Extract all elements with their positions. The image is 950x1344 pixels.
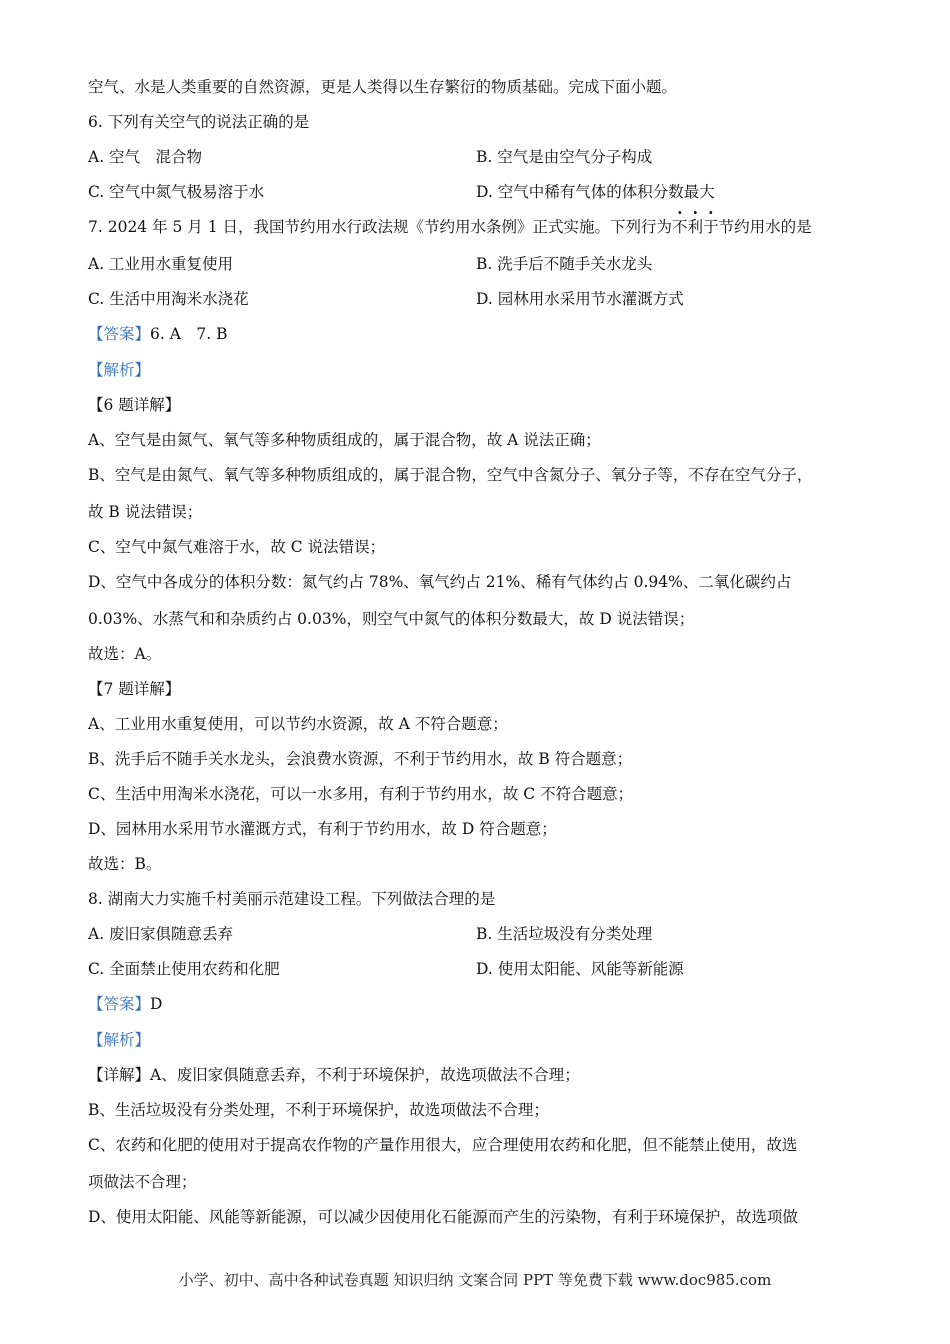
emphasis-char: 利	[687, 218, 704, 236]
question-6-stem: 6. 下列有关空气的说法正确的是	[88, 113, 310, 131]
detail-6-line: 故选：A。	[88, 645, 162, 663]
analysis-tag: 【解析】	[88, 361, 151, 379]
question-7-option-b: B. 洗手后不随手关水龙头	[476, 255, 653, 273]
answer-line-1	[88, 324, 228, 344]
question-7-option-d: D. 园林用水采用节水灌溉方式	[476, 290, 684, 308]
detail-6-line: C、空气中氮气难溶于水，故 C 说法错误；	[88, 538, 386, 556]
detail-6-line: 故 B 说法错误；	[88, 503, 203, 521]
page-footer: 小学、初中、高中各种试卷真题 知识归纳 文案合同 PPT 等免费下载 www.doc985.com	[178, 1271, 772, 1289]
detail-7-heading: 【7 题详解】	[88, 680, 181, 698]
detail-7-line: D、园林用水采用节水灌溉方式，有利于节约用水，故 D 符合题意；	[88, 820, 557, 838]
detail-7-line: C、生活中用淘米水浇花，可以一水多用，有利于节约用水，故 C 不符合题意；	[88, 785, 634, 803]
question-8-option-d: D. 使用太阳能、风能等新能源	[476, 960, 684, 978]
intro-text: 空气、水是人类重要的自然资源，更是人类得以生存繁衍的物质基础。完成下面小题。	[88, 78, 678, 96]
answer-tag: 【答案】	[88, 325, 151, 343]
detail-8-line: C、农药和化肥的使用对于提高农作物的产量作用很大，应合理使用农药和化肥，但不能禁止使用，故选	[88, 1136, 798, 1154]
answer-tag: 【答案】	[88, 995, 151, 1013]
question-8-option-b: B. 生活垃圾没有分类处理	[476, 925, 653, 943]
detail-8-line	[88, 1065, 580, 1085]
question-7-stem-post: 节约用水的是	[718, 218, 812, 236]
detail-8-line: 项做法不合理；	[88, 1173, 197, 1191]
question-7-option-c: C. 生活中用淘米水浇花	[88, 290, 249, 308]
detail-6-line: 0.03%、水蒸气和和杂质约占 0.03%，则空气中氮气的体积分数最大，故 D 说法错误；	[88, 610, 695, 628]
question-6-option-a: A. 空气 混合物	[88, 148, 203, 166]
detail-7-line: 故选：B。	[88, 855, 162, 873]
detail-6-heading: 【6 题详解】	[88, 396, 181, 414]
analysis-tag: 【解析】	[88, 1031, 151, 1049]
detail-8-line: B、生活垃圾没有分类处理，不利于环境保护，故选项做法不合理；	[88, 1101, 549, 1119]
question-8-option-c: C. 全面禁止使用农药和化肥	[88, 960, 280, 978]
question-6-option-b: B. 空气是由空气分子构成	[476, 148, 653, 166]
question-8-stem: 8. 湖南大力实施千村美丽示范建设工程。下列做法合理的是	[88, 890, 496, 908]
question-6-option-d: D. 空气中稀有气体的体积分数最大	[476, 183, 715, 201]
answer-text: D	[150, 995, 163, 1013]
detail-7-line: A、工业用水重复使用，可以节约水资源，故 A 不符合题意；	[88, 715, 508, 733]
question-7-stem-pre: 7. 2024 年 5 月 1 日，我国节约用水行政法规《节约用水条例》正式实施。下列行为	[88, 218, 673, 236]
detail-6-line: A、空气是由氮气、氧气等多种物质组成的，属于混合物，故 A 说法正确；	[88, 431, 601, 449]
answer-text: 6. A 7. B	[150, 325, 228, 343]
answer-line-2	[88, 994, 162, 1014]
emphasis-char: 于	[703, 218, 719, 236]
detail-7-line: B、洗手后不随手关水龙头，会浪费水资源，不利于节约用水，故 B 符合题意；	[88, 750, 633, 768]
detail-8-heading: 【详解】	[88, 1066, 151, 1084]
emphasis-char: 不	[672, 218, 688, 236]
detail-6-line: D、空气中各成分的体积分数：氮气约占 78%、氧气约占 21%、稀有气体约占 0.94%、二氧化碳约占	[88, 573, 792, 591]
detail-8-text: A、废旧家俱随意丢弃，不利于环境保护，故选项做法不合理；	[150, 1066, 580, 1084]
question-6-option-c: C. 空气中氮气极易溶于水	[88, 183, 265, 201]
question-7-option-a: A. 工业用水重复使用	[88, 255, 234, 273]
question-8-option-a: A. 废旧家俱随意丢弃	[88, 925, 234, 943]
detail-8-line: D、使用太阳能、风能等新能源，可以减少因使用化石能源而产生的污染物，有利于环境保护，故选项做	[88, 1208, 798, 1226]
question-7-stem	[88, 217, 812, 237]
detail-6-line: B、空气是由氮气、氧气等多种物质组成的，属于混合物，空气中含氮分子、氧分子等，不存在空气分子，	[88, 466, 813, 484]
